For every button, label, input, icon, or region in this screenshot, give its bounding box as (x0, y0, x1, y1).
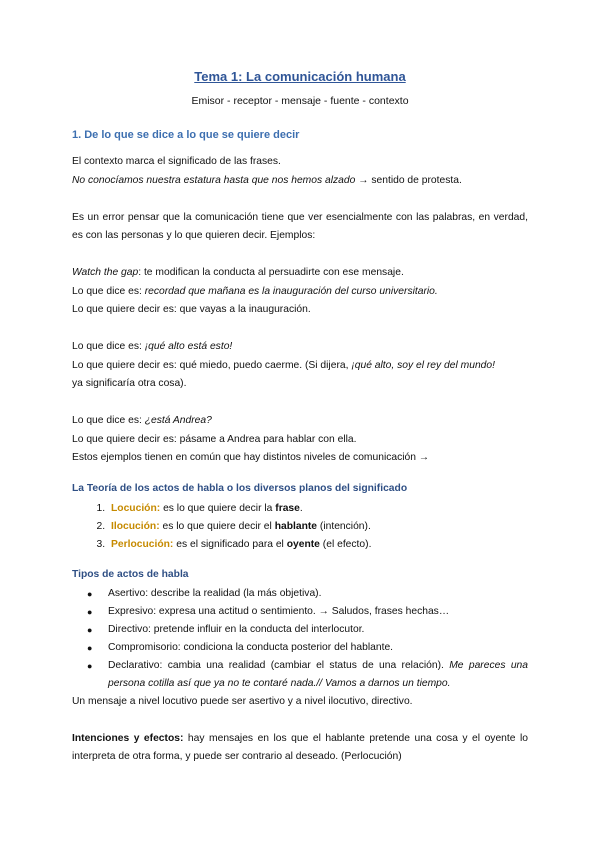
paragraph (72, 172, 528, 191)
document-title: Tema 1: La comunicación humana (194, 69, 406, 84)
example-line: Estos ejemplos tienen en común que hay distintos niveles de comunicación → (72, 452, 430, 463)
term-label: Locución: (111, 502, 161, 514)
text-span: Directivo: pretende influir en la conducta del interlocutor. (108, 623, 365, 635)
list-item (108, 536, 528, 554)
text-span: es lo que quiere decir la (160, 502, 276, 514)
example-line (72, 264, 528, 283)
bullet-icon: ● (87, 642, 93, 653)
bold-text: oyente (286, 538, 320, 550)
text-span: Compromisorio: condiciona la conducta posterior del hablante. (108, 641, 394, 653)
italic-text: ¡qué alto está esto! (144, 341, 233, 352)
text-span: Lo que dice es: (72, 341, 145, 352)
italic-text: recordad que mañana es la inauguración del curso universitario. (144, 285, 438, 297)
list-item (87, 657, 528, 693)
italic-text: ¡qué alto, soy el rey del mundo! (351, 359, 495, 371)
text-span: . (299, 502, 303, 514)
example-line (72, 338, 528, 357)
text-span: Lo que dice es: (72, 415, 145, 426)
italic-text: Watch the gap (72, 267, 139, 278)
text-span: : te modifican la conducta al persuadirte con ese mensaje. (138, 267, 404, 278)
paragraph: Es un error pensar que la comunicación tiene que ver esencialmente con las palabras, en verdad, es con las personas y lo que quieren decir. Ejemplos: (72, 211, 528, 241)
bullet-icon: ● (87, 588, 93, 599)
text-span: es lo que quiere decir el (159, 520, 275, 532)
list-item (87, 639, 528, 657)
paragraph (72, 730, 528, 767)
speech-acts-list (72, 500, 528, 554)
paragraph: Un mensaje a nivel locutivo puede ser asertivo y a nivel ilocutivo, directivo. (72, 695, 413, 707)
text-span: (el efecto). (319, 538, 372, 550)
list-item (87, 603, 528, 621)
text-span: Asertivo: describe la realidad (la más objetiva). (108, 587, 322, 599)
term-label: Ilocución: (111, 520, 160, 532)
example-line (72, 412, 528, 431)
text-span: → sentido de protesta. (355, 174, 462, 186)
bullet-icon: ● (87, 624, 93, 635)
document-subtitle: Emisor - receptor - mensaje - fuente - contexto (191, 95, 409, 107)
example-line: Lo que quiere decir es: pásame a Andrea para hablar con ella. (72, 433, 357, 445)
text-span: es el significado para el (173, 538, 287, 550)
example-line: ya significaría otra cosa). (72, 378, 187, 389)
bullet-icon: ● (87, 660, 93, 671)
document-page (72, 68, 528, 767)
text-span: Declarativo: cambia una realidad (cambiar el status de una relación). (108, 659, 450, 671)
types-heading: Tipos de actos de habla (72, 568, 189, 580)
text-span: Lo que dice es: (72, 285, 145, 297)
bold-text: hablante (274, 520, 318, 532)
list-item (87, 621, 528, 639)
text-span: hay mensajes en los que el hablante pretende una cosa y el oyente lo interpreta de otra forma, y puede ser contrario al deseado. (Perlocución) (72, 732, 528, 762)
theory-heading: La Teoría de los actos de habla o los diversos planos del significado (72, 482, 408, 494)
italic-text: Me pareces una persona cotilla así que ya no te contaré nada.// Vamos a darnos un tiempo. (108, 659, 528, 689)
text-span: (intención). (317, 520, 371, 532)
text-span: Lo que quiere decir es: qué miedo, puedo caerme. (Si dijera, (72, 359, 352, 371)
italic-text: ¿está Andrea? (144, 415, 212, 426)
example-line (72, 357, 528, 376)
intentions-label: Intenciones y efectos: (72, 732, 184, 744)
types-list (72, 585, 528, 693)
list-item (108, 500, 528, 518)
list-item (108, 518, 528, 536)
bullet-icon: ● (87, 606, 93, 617)
example-line (72, 283, 528, 302)
example-line: Lo que quiere decir es: que vayas a la inauguración. (72, 304, 311, 315)
bold-text: frase (275, 502, 300, 514)
paragraph: El contexto marca el significado de las frases. (72, 156, 281, 167)
italic-text: No conocíamos nuestra estatura hasta que nos hemos alzado (72, 174, 356, 186)
term-label: Perlocución: (111, 538, 174, 550)
list-item (87, 585, 528, 603)
text-span: Expresivo: expresa una actitud o sentimiento. → Saludos, frases hechas… (108, 605, 450, 617)
section-1-heading: 1. De lo que se dice a lo que se quiere decir (72, 129, 300, 141)
